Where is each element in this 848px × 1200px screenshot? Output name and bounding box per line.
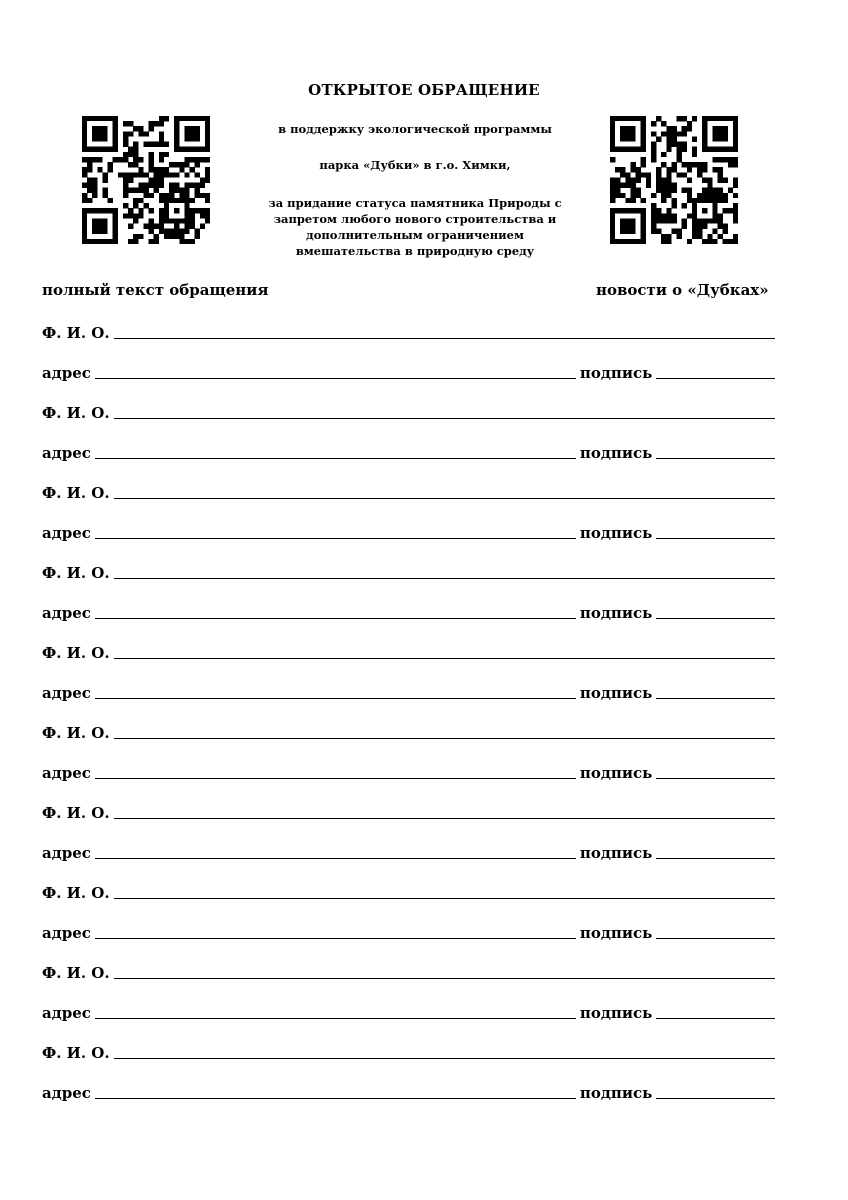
address-row (42, 360, 775, 382)
name-label: Ф. И. О. (42, 724, 110, 742)
signature-label: подпись (579, 764, 653, 782)
name-label: Ф. И. О. (42, 804, 110, 822)
name-row (42, 320, 775, 342)
address-row (42, 1000, 775, 1022)
address-label: адрес (42, 844, 91, 862)
address-field[interactable] (95, 858, 576, 859)
name-field[interactable] (114, 338, 775, 339)
signature-label: подпись (579, 684, 653, 702)
address-row (42, 520, 775, 542)
qr-code-icon[interactable] (82, 116, 210, 244)
name-row (42, 800, 775, 822)
name-label: Ф. И. О. (42, 644, 110, 662)
signature-label: подпись (579, 924, 653, 942)
name-label: Ф. И. О. (42, 404, 110, 422)
name-field[interactable] (114, 818, 775, 819)
address-field[interactable] (95, 778, 576, 779)
address-label: адрес (42, 444, 91, 462)
address-label: адрес (42, 764, 91, 782)
signature-field[interactable] (656, 1098, 775, 1099)
name-row (42, 1040, 775, 1062)
subtitle-line-1: в поддержку экологической программы (278, 122, 552, 136)
address-field[interactable] (95, 378, 576, 379)
address-label: адрес (42, 524, 91, 542)
address-row (42, 760, 775, 782)
address-field[interactable] (95, 1098, 576, 1099)
name-label: Ф. И. О. (42, 964, 110, 982)
name-label: Ф. И. О. (42, 324, 110, 342)
signature-label: подпись (579, 444, 653, 462)
address-field[interactable] (95, 1018, 576, 1019)
address-label: адрес (42, 604, 91, 622)
address-field[interactable] (95, 458, 576, 459)
name-field[interactable] (114, 1058, 775, 1059)
name-field[interactable] (114, 738, 775, 739)
signature-label: подпись (579, 1084, 653, 1102)
address-field[interactable] (95, 618, 576, 619)
name-field[interactable] (114, 498, 775, 499)
subtitle-line-3: за придание статуса памятника Природы с запретом любого нового строительства и дополнительным ограничением вмешательства в природную среду (268, 196, 562, 258)
signature-label: подпись (579, 524, 653, 542)
address-label: адрес (42, 1004, 91, 1022)
address-label: адрес (42, 364, 91, 382)
address-label: адрес (42, 1084, 91, 1102)
name-row (42, 960, 775, 982)
name-field[interactable] (114, 978, 775, 979)
name-field[interactable] (114, 658, 775, 659)
address-field[interactable] (95, 538, 576, 539)
name-label: Ф. И. О. (42, 564, 110, 582)
news-link-label: новости о «Дубках» (596, 281, 769, 299)
signature-field[interactable] (656, 378, 775, 379)
signature-field[interactable] (656, 458, 775, 459)
address-row (42, 680, 775, 702)
name-field[interactable] (114, 418, 775, 419)
name-label: Ф. И. О. (42, 1044, 110, 1062)
name-field[interactable] (114, 578, 775, 579)
signature-label: подпись (579, 364, 653, 382)
name-label: Ф. И. О. (42, 484, 110, 502)
name-label: Ф. И. О. (42, 884, 110, 902)
name-row (42, 640, 775, 662)
signature-label: подпись (579, 844, 653, 862)
address-row (42, 440, 775, 462)
full-text-link-label: полный текст обращения (42, 281, 269, 299)
signature-field[interactable] (656, 938, 775, 939)
signature-label: подпись (579, 1004, 653, 1022)
name-row (42, 720, 775, 742)
address-row (42, 1080, 775, 1102)
name-row (42, 480, 775, 502)
signature-field[interactable] (656, 858, 775, 859)
subtitle-line-2: парка «Дубки» в г.о. Химки, (319, 158, 511, 172)
qr-code-icon[interactable] (610, 116, 738, 244)
name-row (42, 400, 775, 422)
address-row (42, 920, 775, 942)
name-row (42, 880, 775, 902)
address-label: адрес (42, 924, 91, 942)
signature-field[interactable] (656, 1018, 775, 1019)
signature-label: подпись (579, 604, 653, 622)
signature-field[interactable] (656, 618, 775, 619)
signature-field[interactable] (656, 778, 775, 779)
signature-field[interactable] (656, 538, 775, 539)
address-field[interactable] (95, 698, 576, 699)
address-row (42, 600, 775, 622)
name-row (42, 560, 775, 582)
address-label: адрес (42, 684, 91, 702)
page-title: ОТКРЫТОЕ ОБРАЩЕНИЕ (308, 81, 540, 99)
name-field[interactable] (114, 898, 775, 899)
address-field[interactable] (95, 938, 576, 939)
signature-field[interactable] (656, 698, 775, 699)
address-row (42, 840, 775, 862)
